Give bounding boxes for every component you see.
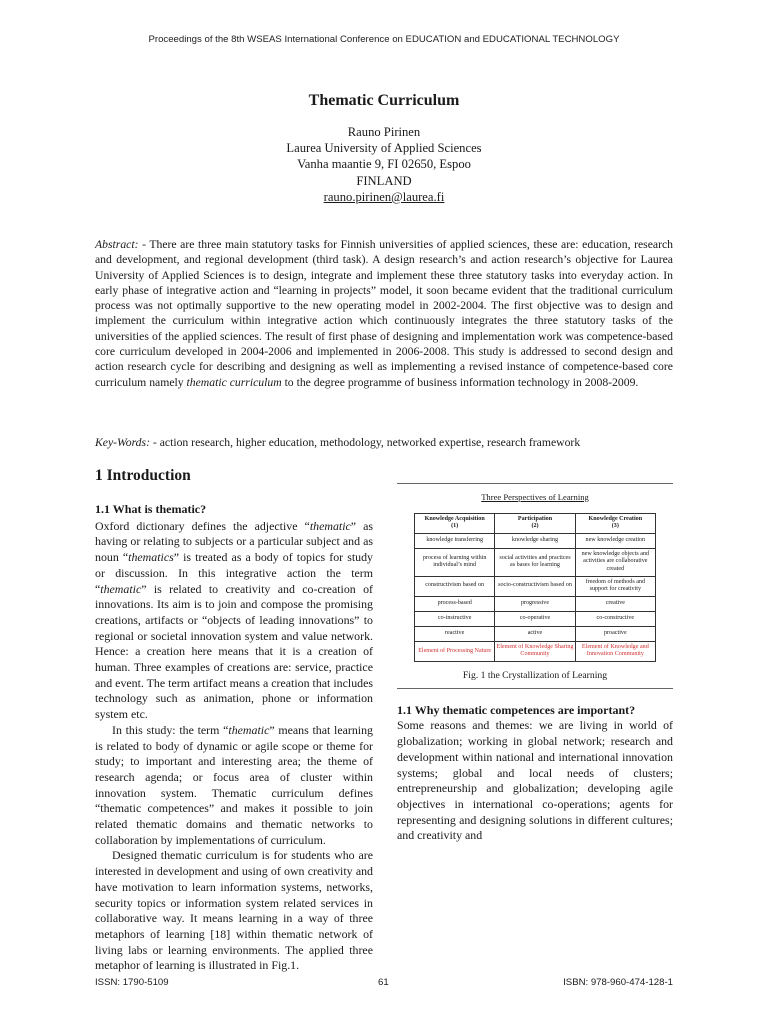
table-cell: active [495,626,575,641]
author-name: Rauno Pirinen [347,125,421,139]
table-cell: socio-constructivism based on [495,576,575,596]
paper-title: Thematic Curriculum [308,92,460,109]
paragraph-designed-curriculum: Designed thematic curriculum is for students who are interested in development and using of own creativity and have motivation to learn information systems, networks, security topics or information system related services in collaborative way. It means learning in a way of three metaphors of learning [18] within thematic network of living labs or learning environments. The applied three metaphor of learning is illustrated in Fig.1. [95,848,373,973]
paragraph-reasons: Some reasons and themes: we are living in world of globalization; working in global network; research and development within national and international innovation systems; global and local needs of clusters; entrepreneurship and globalization; developing agile objectives in international co-operations; agents for representing and designing solutions in different cultures; and creativity and [397,718,673,843]
figure-title: Three Perspectives of Learning [481,492,589,502]
author-address: Vanha maantie 9, FI 02650, Espoo [297,157,471,172]
table-cell: reactive [415,626,495,641]
running-header: Proceedings of the 8th WSEAS International Conference on EDUCATION and EDUCATIONAL TECHNOLOGY [148,34,620,45]
table-cell: freedom of methods and support for creativity [575,576,655,596]
paragraph-definition: Oxford dictionary defines the adjective “thematic” as having or relating to subjects or a particular subject and as noun “thematics” is treated as a body of topics for study or discussion. In this integrative action the term “thematic” is related to creativity and co-creation of innovations. Its aim is to join and compose the promising creations, artifacts or “objects of leading innovations” to regional or societal innovation system and value network. Hence: a creation here means that it is a creation of human. Three examples of creations are: service, practice and event. The term artifact means a creation that includes technology such as animation, phone or information system etc. [95,518,374,722]
table-row [415,533,656,548]
table-cell: new knowledge objects and activities are collaborative created [575,548,655,576]
table-header-cell: Knowledge Acquisition (1) [415,513,495,533]
subsection-heading-what-is-thematic: 1.1 What is thematic? [95,502,207,516]
author-affiliation: Laurea University of Applied Sciences [286,141,482,156]
table-cell: progressive [495,596,575,611]
table-row [415,576,656,596]
author-email-link[interactable]: rauno.pirinen@laurea.fi [323,189,445,204]
footer-issn: ISSN: 1790-5109 [95,977,169,988]
left-column [95,466,373,974]
table-cell: knowledge transferring [415,533,495,548]
table-cell: co-operative [495,611,575,626]
table-row [415,548,656,576]
table-row-elements [415,641,656,661]
abstract-text-end: to the degree programme of business information technology in 2008-2009. [281,375,639,389]
table-cell: process of learning within individual’s mind [415,548,495,576]
author-country: FINLAND [356,173,412,188]
keywords-text: - action research, higher education, methodology, networked expertise, research framework [149,436,581,449]
table-cell: new knowledge creation [575,533,655,548]
table-cell: knowledge sharing [495,533,575,548]
abstract-label: Abstract: [95,238,139,251]
section-heading-introduction: 1 Introduction [95,467,191,484]
table-cell-highlight: Element of Processing Nature [415,641,495,661]
abstract-text: - There are three main statutory tasks for Finnish universities of applied sciences, these are: education, research and development, and regional development (third task). A design research’s and action research’s objective for Laurea University of Applied Sciences is to design, integrate and implement these three statutory tasks into everyday action. In early phase of integrative action and “learning in projects” model, it soon became evident that the traditional curriculum process was not optimally supportive to the new operating model in 2002-2004. The first objective was to design and implement the curriculum within integrative action which continuously integrates the three statutory tasks of the universities of the applied sciences. The result of first phase of designing and implementation work was competence-based core curriculum developed in 2004-2006 and implemented in 2006-2008. This study is addressed to second design and action research cycle for describing and designing as well as implementing a revised instance of competence-based core curriculum namely [95,238,673,389]
table-header-cell: Knowledge Creation (3) [575,513,655,533]
paragraph-study-term: In this study: the term “thematic” means that learning is related to body of dynamic or agile scope or theme for study; to important and interesting area; the theme of research agenda; or focus area of cluster within innovation system. Thematic curriculum defines “thematic competences” and makes it possible to join related thematic domains and thematic networks to collaboration by implementations of curriculum. [95,722,373,847]
figure-three-perspectives [397,483,673,689]
table-row [415,596,656,611]
table-cell: constructivism based on [415,576,495,596]
abstract-italic-term: thematic curriculum [186,375,282,389]
table-cell: co-constructive [575,611,655,626]
learning-perspectives-table [414,513,656,662]
footer-isbn: ISBN: 978-960-474-128-1 [563,977,673,988]
table-cell: co-instructive [415,611,495,626]
subsection-heading-why-thematic: 1.1 Why thematic competences are important? [397,702,636,717]
table-cell: process-based [415,596,495,611]
keywords [95,436,673,449]
table-header-row [415,513,656,533]
figure-caption: Fig. 1 the Crystallization of Learning [462,670,608,682]
keywords-label: Key-Words: [95,436,150,449]
table-cell: social activities and practices as bases for learning [495,548,575,576]
table-cell-highlight: Element of Knowledge Sharing Community [495,641,575,661]
table-header-cell: Participation (2) [495,513,575,533]
right-column [397,466,673,844]
table-cell: creative [575,596,655,611]
footer-page-number: 61 [378,977,389,988]
author-block [0,124,768,205]
abstract [95,237,673,390]
table-row [415,611,656,626]
table-row [415,626,656,641]
table-cell: proactive [575,626,655,641]
table-cell-highlight: Element of Knowledge and Innovation Community [575,641,655,661]
